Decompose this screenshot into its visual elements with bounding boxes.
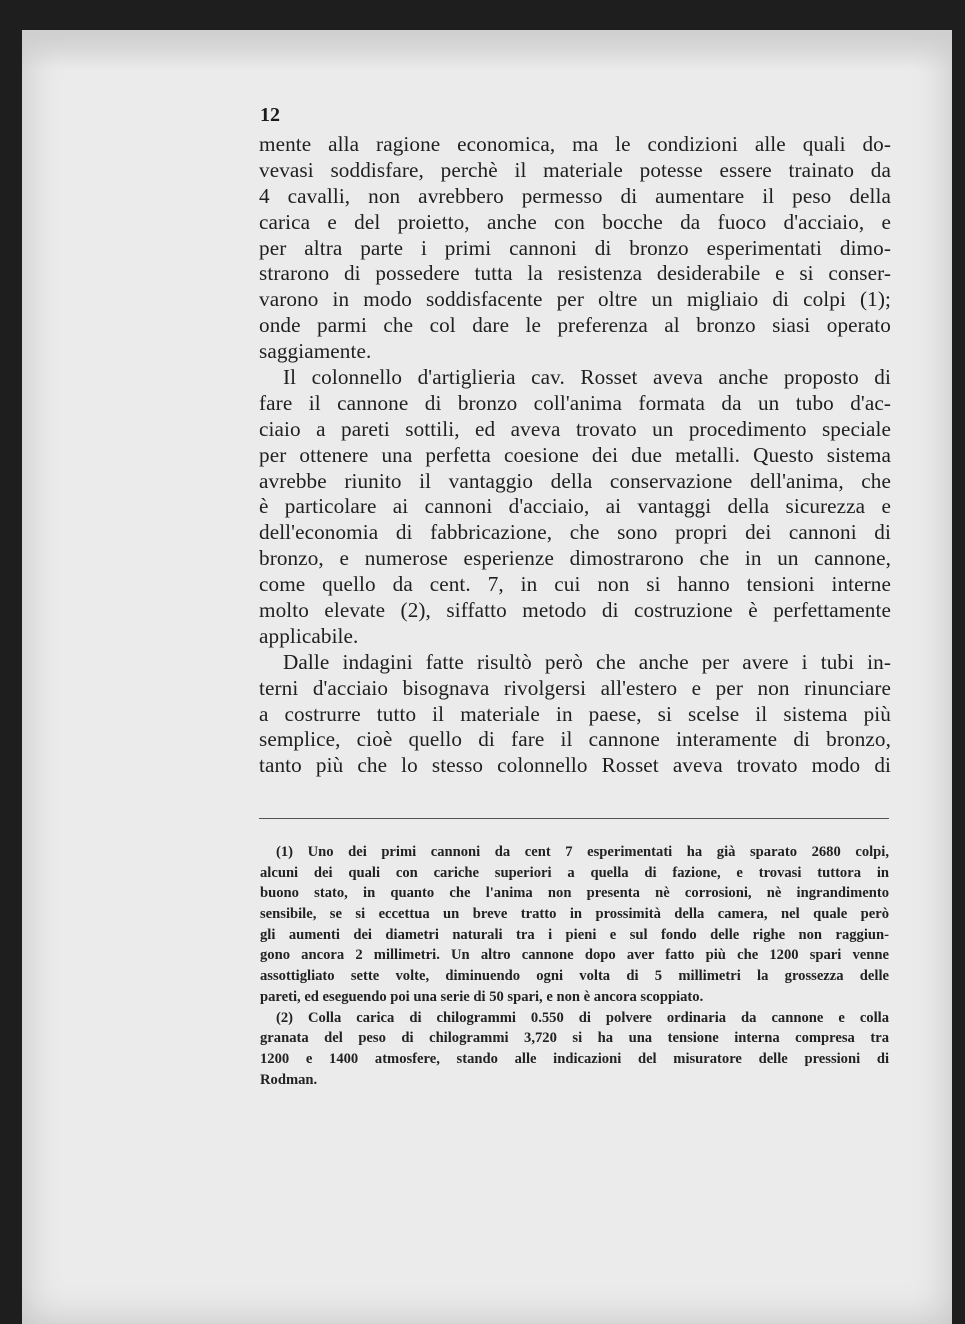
text-line: fare il cannone di bronzo coll'anima formata da un tubo d'ac- [259, 390, 891, 415]
footnote-line: buono stato, in quanto che l'anima non presenta nè corrosioni, nè ingrandimento [260, 885, 889, 902]
text-line: carica e del proietto, anche con bocche da fuoco d'acciaio, e [259, 209, 891, 234]
footnote-line: granata del peso di chilogrammi 3,720 si ha una tensione interna compresa tra [260, 1030, 889, 1047]
text-line: applicabile. [259, 623, 359, 648]
footnote-line: 1200 e 1400 atmosfere, stando alle indicazioni del misuratore delle pressioni di [260, 1050, 889, 1067]
footnote-line: alcuni dei quali con cariche superiori a quella di fazione, e trovasi tuttora in [260, 864, 889, 881]
text-line: saggiamente. [259, 339, 372, 364]
main-text [259, 132, 891, 779]
text-line: a costrurre tutto il materiale in paese, si scelse il sistema più [259, 701, 891, 726]
page-number: 12 [260, 104, 280, 126]
text-line: mente alla ragione economica, ma le condizioni alle quali do- [259, 132, 891, 156]
footnote-line: gono ancora 2 millimetri. Un altro cannone dopo aver fatto più che 1200 spari venne [260, 947, 889, 964]
text-line: bronzo, e numerose esperienze dimostrarono che in un cannone, [259, 546, 891, 571]
footnote-line: pareti, ed eseguendo poi una serie di 50 spari, e non è ancora scoppiato. [260, 988, 704, 1005]
text-line: per ottenere una perfetta coesione dei due metalli. Questo sistema [259, 442, 891, 467]
footnote-line: sensibile, se si eccettua un breve tratto in prossimità della camera, nel quale però [260, 906, 889, 923]
text-line: dell'economia di fabbricazione, che sono propri dei cannoni di [259, 520, 891, 545]
footnote-line: gli aumenti dei diametri naturali tra i pieni e sul fondo delle righe non raggiun- [260, 926, 889, 943]
text-line: è particolare ai cannoni d'acciaio, ai vantaggi della sicurezza e [259, 494, 891, 519]
footnote-line: (2) Colla carica di chilogrammi 0.550 di polvere ordinaria da cannone e colla [276, 1009, 889, 1026]
text-line: per altra parte i primi cannoni di bronzo esperimentati dimo- [259, 235, 891, 260]
text-line: Dalle indagini fatte risultò però che anche per avere i tubi in- [283, 649, 891, 674]
text-line: Il colonnello d'artiglieria cav. Rosset aveva anche proposto di [283, 365, 891, 390]
text-line: terni d'acciaio bisognava rivolgersi all'estero e per non rinunciare [259, 675, 891, 700]
footnote-line: Rodman. [260, 1071, 318, 1088]
text-line: avrebbe riunito il vantaggio della conservazione dell'anima, che [259, 468, 891, 493]
text-line: tanto più che lo stesso colonnello Rosset aveva trovato modo di [259, 753, 891, 778]
text-line: 4 cavalli, non avrebbero permesso di aumentare il peso della [259, 183, 891, 208]
text-line: strarono di possedere tutta la resistenza desiderabile e si conser- [259, 261, 891, 286]
footnotes [260, 842, 889, 1090]
text-line: come quello da cent. 7, in cui non si hanno tensioni interne [259, 572, 891, 597]
page-shadow [22, 30, 952, 70]
text-line: ciaio a pareti sottili, ed aveva trovato un procedimento speciale [259, 416, 891, 441]
text-line: semplice, cioè quello di fare il cannone interamente di bronzo, [259, 727, 891, 752]
text-line: vevasi soddisfare, perchè il materiale potesse essere trainato da [259, 157, 891, 182]
footnote-line: (1) Uno dei primi cannoni da cent 7 esperimentati ha già sparato 2680 colpi, [276, 844, 889, 860]
footnote-line: assottigliato sette volte, diminuendo ogni volta di 5 millimetri la grossezza delle [260, 968, 889, 985]
text-line: onde parmi che col dare le preferenza al bronzo siasi operato [259, 313, 891, 338]
text-line: molto elevate (2), siffatto metodo di costruzione è perfettamente [259, 598, 891, 623]
footnote-divider [259, 818, 889, 819]
text-line: varono in modo soddisfacente per oltre un migliaio di colpi (1); [259, 287, 891, 312]
